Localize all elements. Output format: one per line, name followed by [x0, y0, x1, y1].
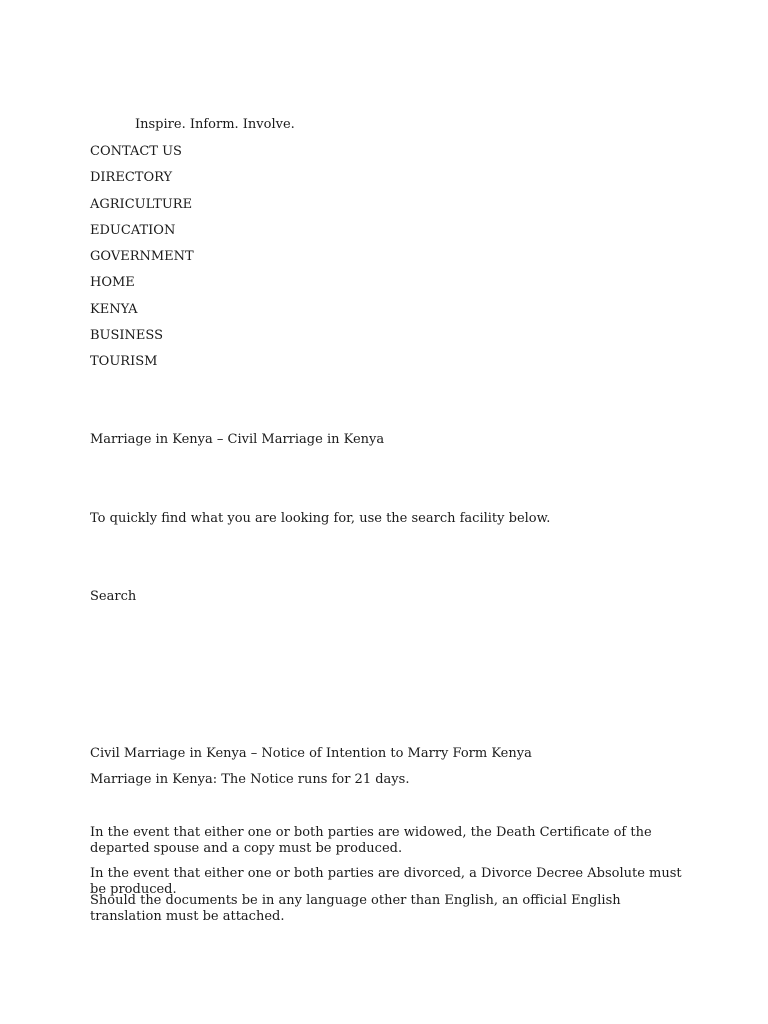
- paragraph-translation: Should the documents be in any language other than English, an official English translation must be attached.: [90, 893, 621, 924]
- section-title: Civil Marriage in Kenya – Notice of Intention to Marry Form Kenya: [90, 746, 532, 761]
- nav-item-government[interactable]: GOVERNMENT: [90, 249, 194, 265]
- paragraph-divorced: In the event that either one or both parties are divorced, a Divorce Decree Absolute must be produced.: [90, 866, 682, 897]
- nav-item-directory[interactable]: DIRECTORY: [90, 170, 173, 186]
- nav-item-education[interactable]: EDUCATION: [90, 222, 176, 238]
- nav-item-business[interactable]: BUSINESS: [90, 328, 163, 344]
- site-tagline: Inspire. Inform. Involve.: [135, 117, 295, 132]
- nav-item-home[interactable]: HOME: [90, 275, 135, 291]
- search-hint: To quickly find what you are looking for, use the search facility below.: [90, 511, 551, 526]
- nav-item-tourism[interactable]: TOURISM: [90, 354, 158, 370]
- main-nav: [90, 144, 194, 381]
- page-title: Marriage in Kenya – Civil Marriage in Kenya: [90, 432, 385, 447]
- notice-text: Marriage in Kenya: The Notice runs for 21 days.: [90, 772, 410, 787]
- paragraph-widowed: In the event that either one or both parties are widowed, the Death Certificate of the departed spouse and a copy must be produced.: [90, 825, 652, 856]
- nav-item-kenya[interactable]: KENYA: [90, 301, 138, 317]
- search-link[interactable]: Search: [90, 589, 137, 604]
- nav-item-agriculture[interactable]: AGRICULTURE: [90, 196, 193, 212]
- nav-item-contact-us[interactable]: CONTACT US: [90, 144, 182, 159]
